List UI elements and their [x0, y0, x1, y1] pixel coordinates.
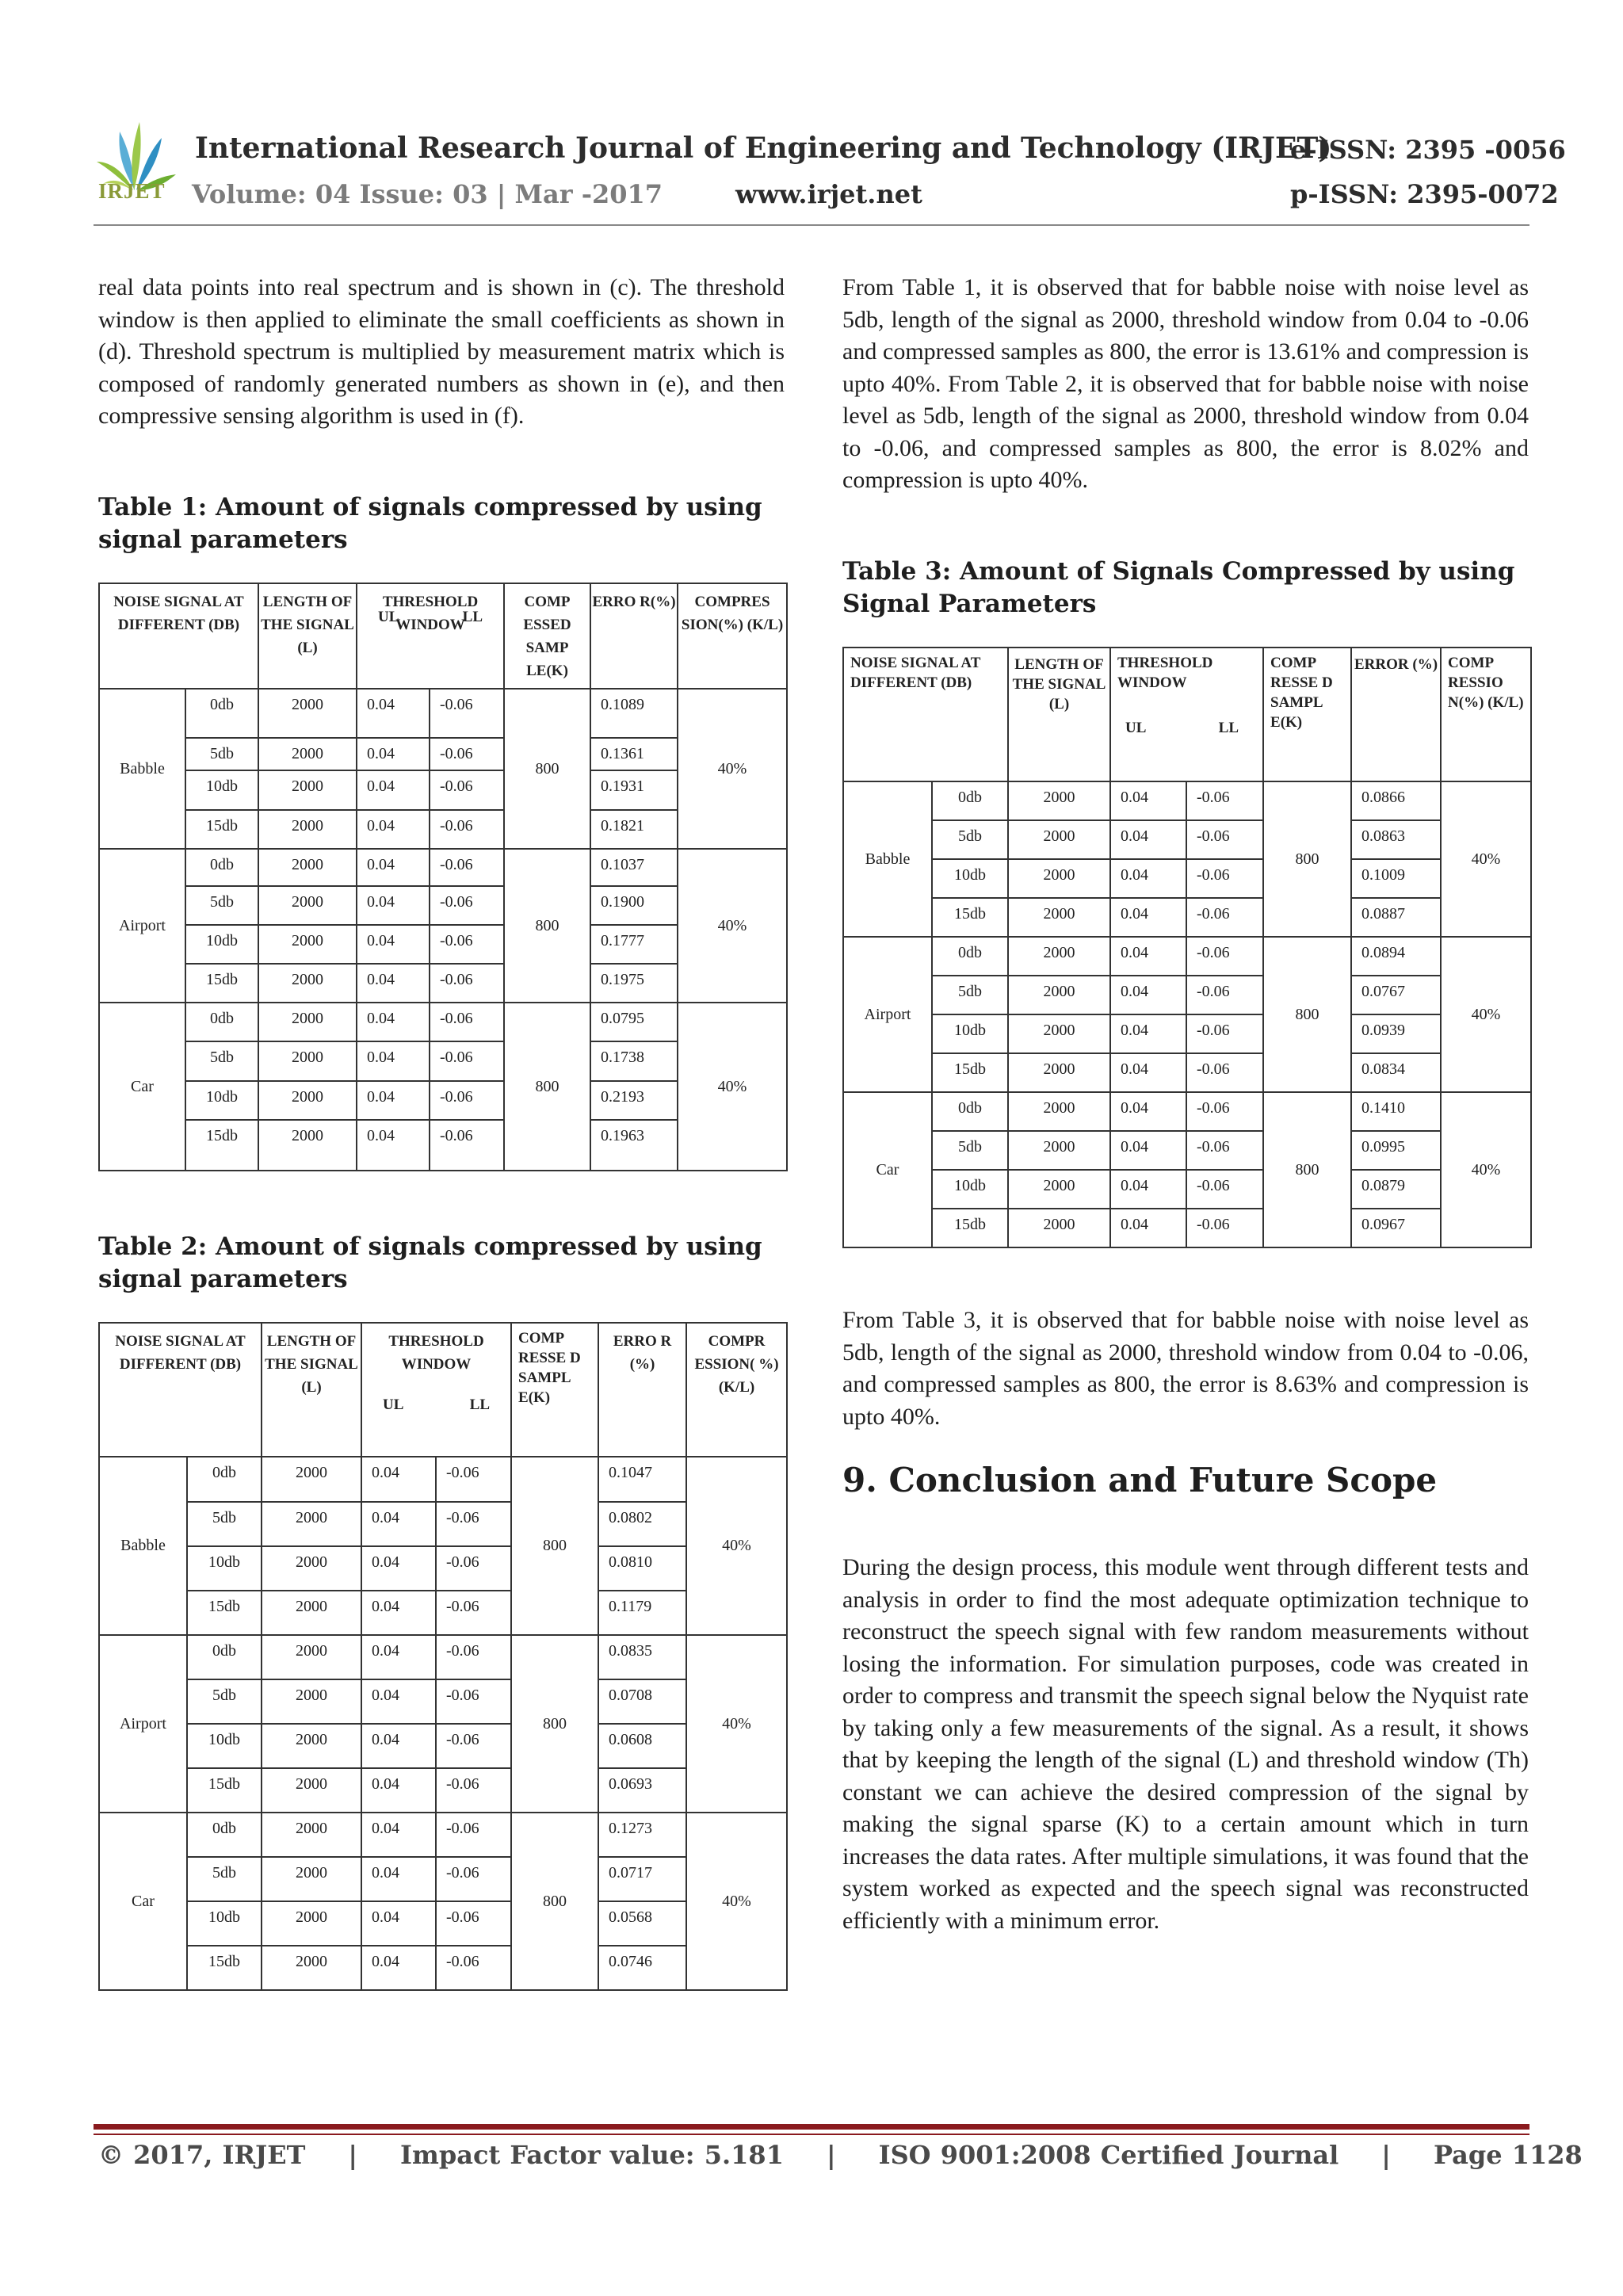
cell: -0.06: [430, 886, 504, 925]
journal-title: International Research Journal of Engineering and Technology (IRJET): [195, 132, 1332, 165]
table-row: [843, 1131, 1531, 1170]
cell: 5db: [932, 820, 1008, 859]
cell: 0.0834: [1351, 1053, 1441, 1092]
header-threshold: THRESHOLD WINDOW UL LL: [1110, 648, 1263, 781]
cell: -0.06: [436, 1679, 511, 1724]
cell: -0.06: [1186, 820, 1263, 859]
logo-text: IRJET: [98, 179, 166, 203]
cell: 0.1931: [590, 770, 678, 810]
table-row: [99, 1724, 787, 1768]
table-row: [99, 1635, 787, 1679]
header-compressed: COMP RESSE D SAMPL E(K): [511, 1323, 598, 1457]
cell: 0.0767: [1351, 976, 1441, 1014]
cell: 0.1900: [590, 886, 678, 925]
cell: 0.04: [1110, 937, 1186, 976]
header-length: LENGTH OF THE SIGNAL (L): [258, 583, 357, 689]
cell: 2000: [1008, 859, 1110, 898]
table-row: [99, 1857, 787, 1901]
compression-percent: 40%: [678, 689, 787, 849]
compression-percent: 40%: [686, 1457, 787, 1635]
header-compression: COMP RESSIO N(%) (K/L): [1441, 648, 1531, 781]
table-row: [843, 781, 1531, 820]
cell: 15db: [185, 810, 258, 849]
noise-type: Airport: [99, 849, 185, 1003]
cell: 0db: [187, 1457, 262, 1502]
cell: 0.1738: [590, 1041, 678, 1081]
cell: 0.04: [1110, 859, 1186, 898]
header-error: ERRO R(%): [590, 583, 678, 689]
compressed-samples: 800: [504, 1003, 590, 1171]
cell: -0.06: [430, 770, 504, 810]
cell: 15db: [187, 1591, 262, 1635]
header-ll: LL: [1218, 720, 1239, 736]
compressed-samples: 800: [511, 1635, 598, 1813]
table-header-row: [99, 583, 787, 689]
header-compression: COMPRES SION(%) (K/L): [678, 583, 787, 689]
header-length: LENGTH OF THE SIGNAL (L): [262, 1323, 361, 1457]
cell: 0.04: [1110, 820, 1186, 859]
compression-percent: 40%: [1441, 937, 1531, 1092]
noise-type: Car: [99, 1813, 187, 1990]
footer-copyright: © 2017, IRJET: [98, 2140, 306, 2170]
compression-percent: 40%: [678, 849, 787, 1003]
cell: 2000: [1008, 1170, 1110, 1209]
cell: 2000: [262, 1813, 361, 1857]
cell: 0.1361: [590, 738, 678, 770]
cell: -0.06: [1186, 781, 1263, 820]
cell: 10db: [932, 859, 1008, 898]
cell: 0.0802: [598, 1502, 686, 1546]
cell: 0.04: [1110, 1053, 1186, 1092]
table-row: [99, 1003, 787, 1041]
cell: 10db: [185, 925, 258, 964]
table-row: [99, 1502, 787, 1546]
table-row: [843, 1170, 1531, 1209]
cell: 0.1037: [590, 849, 678, 886]
cell: 15db: [185, 964, 258, 1003]
compressed-samples: 800: [1263, 1092, 1351, 1247]
cell: 0.04: [357, 689, 430, 738]
header-divider: [94, 224, 1529, 226]
cell: -0.06: [436, 1724, 511, 1768]
cell: 5db: [185, 1041, 258, 1081]
cell: 2000: [1008, 898, 1110, 937]
table-row: [99, 1813, 787, 1857]
table-2: [98, 1322, 788, 1991]
cell: -0.06: [430, 1081, 504, 1120]
cell: 0db: [932, 1092, 1008, 1131]
cell: 0.04: [357, 1041, 430, 1081]
cell: 0.0608: [598, 1724, 686, 1768]
header-ul: UL: [378, 609, 399, 625]
cell: -0.06: [1186, 937, 1263, 976]
cell: -0.06: [1186, 898, 1263, 937]
cell: 0.04: [1110, 781, 1186, 820]
cell: 0.04: [1110, 1209, 1186, 1247]
conclusion-paragraph: During the design process, this module went through different tests and analysis in order to find the most adequate optimization technique to reconstruct the speech signal with few random measurements without losing the information. For simulation purposes, code was created in order to compress and transmit the speech signal below the Nyquist rate by taking only a few measurements of the signal. As a result, it shows that by keeping the length of the signal (L) and threshold window (Th) constant we can achieve the desired compression of the signal by making the signal sparse (K) to a certain amount which in turn increases the data rates. After multiple simulations, it was found that the system worked as expected and the speech signal was reconstructed efficiently with a minimum error.: [842, 1554, 1529, 1934]
header-ll: LL: [462, 609, 483, 625]
cell: 0.04: [357, 1081, 430, 1120]
noise-type: Babble: [99, 1457, 187, 1635]
cell: 0.0863: [1351, 820, 1441, 859]
cell: -0.06: [436, 1946, 511, 1990]
header-compressed: COMP RESSE D SAMPL E(K): [1263, 648, 1351, 781]
cell: 0.0887: [1351, 898, 1441, 937]
cell: 0.04: [357, 886, 430, 925]
cell: 0.0746: [598, 1946, 686, 1990]
cell: -0.06: [1186, 1209, 1263, 1247]
cell: -0.06: [436, 1857, 511, 1901]
table-row: [843, 937, 1531, 976]
header-noise: NOISE SIGNAL AT DIFFERENT (DB): [843, 648, 1008, 781]
table-row: [843, 1014, 1531, 1053]
noise-type: Babble: [843, 781, 932, 937]
cell: 0.1047: [598, 1457, 686, 1502]
header-ll: LL: [469, 1396, 491, 1413]
cell: 0.04: [1110, 1014, 1186, 1053]
header-noise: NOISE SIGNAL AT DIFFERENT (DB): [99, 1323, 262, 1457]
cell: 10db: [185, 770, 258, 810]
header-compressed: COMP ESSED SAMP LE(K): [504, 583, 590, 689]
cell: 0.1273: [598, 1813, 686, 1857]
cell: 2000: [258, 925, 357, 964]
cell: 15db: [932, 898, 1008, 937]
cell: -0.06: [430, 964, 504, 1003]
cell: -0.06: [1186, 1014, 1263, 1053]
cell: -0.06: [1186, 1131, 1263, 1170]
table-header-row: [843, 648, 1531, 781]
cell: 0.04: [361, 1546, 436, 1591]
compressed-samples: 800: [511, 1813, 598, 1990]
cell: 0.04: [357, 1003, 430, 1041]
cell: 0.04: [361, 1768, 436, 1813]
cell: 15db: [187, 1946, 262, 1990]
table-row: [843, 820, 1531, 859]
cell: 0.04: [1110, 898, 1186, 937]
compression-percent: 40%: [1441, 781, 1531, 937]
cell: 0.04: [357, 964, 430, 1003]
cell: 0.04: [361, 1857, 436, 1901]
cell: 0.04: [1110, 1131, 1186, 1170]
cell: 0.04: [361, 1679, 436, 1724]
cell: -0.06: [1186, 859, 1263, 898]
cell: -0.06: [436, 1635, 511, 1679]
cell: 0.1009: [1351, 859, 1441, 898]
compression-percent: 40%: [686, 1813, 787, 1990]
compressed-samples: 800: [1263, 781, 1351, 937]
table-row: [99, 1901, 787, 1946]
cell: -0.06: [436, 1768, 511, 1813]
noise-type: Car: [99, 1003, 185, 1171]
results-paragraph-2: From Table 3, it is observed that for babble noise with noise level as 5db, length of the signal as 2000, threshold window from 0.04 to -0.06, and compressed samples as 800, the error is 8.63% and compression is upto 40%.: [842, 1307, 1529, 1430]
cell: 2000: [1008, 1014, 1110, 1053]
cell: -0.06: [1186, 1092, 1263, 1131]
cell: 5db: [187, 1857, 262, 1901]
compressed-samples: 800: [1263, 937, 1351, 1092]
cell: -0.06: [436, 1502, 511, 1546]
cell: -0.06: [1186, 1170, 1263, 1209]
cell: 0.0568: [598, 1901, 686, 1946]
cell: 2000: [1008, 1053, 1110, 1092]
cell: 5db: [932, 1131, 1008, 1170]
cell: 2000: [262, 1901, 361, 1946]
cell: 2000: [262, 1768, 361, 1813]
table-row: [99, 1457, 787, 1502]
cell: 2000: [258, 738, 357, 770]
cell: 0.04: [361, 1591, 436, 1635]
table-row: [843, 859, 1531, 898]
table-1: [98, 583, 788, 1171]
cell: -0.06: [1186, 976, 1263, 1014]
cell: 0db: [187, 1635, 262, 1679]
compression-percent: 40%: [678, 1003, 787, 1171]
cell: 2000: [258, 1120, 357, 1171]
cell: 0.1410: [1351, 1092, 1441, 1131]
cell: 5db: [185, 738, 258, 770]
cell: 2000: [258, 689, 357, 738]
compressed-samples: 800: [511, 1457, 598, 1635]
cell: 0.0717: [598, 1857, 686, 1901]
cell: 0.04: [361, 1946, 436, 1990]
cell: 2000: [1008, 1209, 1110, 1247]
cell: 0.1179: [598, 1591, 686, 1635]
cell: 10db: [187, 1546, 262, 1591]
cell: -0.06: [430, 1120, 504, 1171]
header-length: LENGTH OF THE SIGNAL (L): [1008, 648, 1110, 781]
volume-issue: Volume: 04 Issue: 03 | Mar -2017: [192, 179, 663, 209]
cell: 0.0894: [1351, 937, 1441, 976]
cell: 2000: [1008, 976, 1110, 1014]
cell: 0db: [185, 1003, 258, 1041]
cell: 0.0939: [1351, 1014, 1441, 1053]
cell: -0.06: [430, 1003, 504, 1041]
cell: 0.04: [361, 1457, 436, 1502]
cell: 15db: [185, 1120, 258, 1171]
footer-impact-factor: Impact Factor value: 5.181: [400, 2140, 784, 2170]
noise-type: Babble: [99, 689, 185, 849]
cell: 0.04: [1110, 976, 1186, 1014]
cell: 2000: [262, 1457, 361, 1502]
cell: 0.0810: [598, 1546, 686, 1591]
cell: 0db: [932, 781, 1008, 820]
cell: 2000: [258, 886, 357, 925]
cell: -0.06: [430, 738, 504, 770]
header-compression: COMPR ESSION( %) (K/L): [686, 1323, 787, 1457]
noise-type: Airport: [99, 1635, 187, 1813]
cell: 0.0795: [590, 1003, 678, 1041]
cell: 2000: [1008, 1131, 1110, 1170]
cell: 2000: [1008, 1092, 1110, 1131]
cell: 10db: [185, 1081, 258, 1120]
table-row: [99, 1768, 787, 1813]
cell: 2000: [262, 1546, 361, 1591]
cell: 2000: [262, 1724, 361, 1768]
cell: 2000: [1008, 937, 1110, 976]
footer-rule-thin: [94, 2134, 1529, 2135]
header-noise: NOISE SIGNAL AT DIFFERENT (DB): [99, 583, 258, 689]
cell: -0.06: [436, 1901, 511, 1946]
cell: 0db: [932, 937, 1008, 976]
cell: 0.0866: [1351, 781, 1441, 820]
cell: -0.06: [1186, 1053, 1263, 1092]
cell: -0.06: [430, 925, 504, 964]
cell: 5db: [187, 1502, 262, 1546]
cell: 0db: [185, 689, 258, 738]
table-row: [843, 1092, 1531, 1131]
cell: -0.06: [430, 849, 504, 886]
cell: 5db: [185, 886, 258, 925]
cell: 0.1777: [590, 925, 678, 964]
cell: -0.06: [430, 689, 504, 738]
cell: 0db: [187, 1813, 262, 1857]
cell: 10db: [932, 1170, 1008, 1209]
footer-separator: |: [1381, 2140, 1391, 2170]
cell: 15db: [932, 1209, 1008, 1247]
cell: 2000: [258, 810, 357, 849]
cell: 0.04: [1110, 1170, 1186, 1209]
eissn: e-ISSN: 2395 -0056: [1290, 135, 1566, 165]
cell: 2000: [262, 1635, 361, 1679]
cell: 0.04: [361, 1724, 436, 1768]
cell: 2000: [258, 964, 357, 1003]
cell: 0.0967: [1351, 1209, 1441, 1247]
cell: 10db: [187, 1901, 262, 1946]
compressed-samples: 800: [504, 689, 590, 849]
header-ul: UL: [1125, 720, 1147, 736]
table-row: [843, 898, 1531, 937]
table-row: [99, 1591, 787, 1635]
footer: [98, 2140, 1583, 2170]
table-row: [843, 1053, 1531, 1092]
footer-separator: |: [348, 2140, 358, 2170]
cell: 0.04: [357, 810, 430, 849]
cell: 2000: [258, 770, 357, 810]
cell: 0.04: [361, 1813, 436, 1857]
header-threshold: THRESHOLD WINDOW UL LL: [361, 1323, 511, 1457]
cell: 0.04: [357, 738, 430, 770]
cell: 2000: [258, 849, 357, 886]
compression-percent: 40%: [1441, 1092, 1531, 1247]
cell: 2000: [258, 1041, 357, 1081]
cell: 2000: [262, 1679, 361, 1724]
cell: 10db: [187, 1724, 262, 1768]
table-row: [99, 1946, 787, 1990]
table-row: [843, 976, 1531, 1014]
compression-percent: 40%: [686, 1635, 787, 1813]
pissn: p-ISSN: 2395-0072: [1290, 179, 1559, 209]
noise-type: Airport: [843, 937, 932, 1092]
table2-caption: Table 2: Amount of signals compressed by using signal parameters: [98, 1232, 762, 1293]
cell: 0.0693: [598, 1768, 686, 1813]
table-row: [99, 1546, 787, 1591]
table-3: [842, 647, 1532, 1248]
footer-rule: [94, 2124, 1529, 2130]
intro-paragraph: real data points into real spectrum and is shown in (c). The threshold window is then applied to eliminate the small coefficients as shown in (d). Threshold spectrum is multiplied by measurement matrix which is composed of randomly generated numbers as shown in (e), and then compressive sensing algorithm is used in (f).: [98, 274, 785, 429]
cell: 0.1089: [590, 689, 678, 738]
cell: -0.06: [430, 1041, 504, 1081]
table-row: [99, 689, 787, 738]
cell: 2000: [262, 1502, 361, 1546]
cell: 2000: [258, 1003, 357, 1041]
header-error: ERROR (%): [1351, 648, 1441, 781]
table-header-row: [99, 1323, 787, 1457]
cell: -0.06: [436, 1457, 511, 1502]
cell: -0.06: [430, 810, 504, 849]
cell: 0.04: [361, 1635, 436, 1679]
cell: 5db: [187, 1679, 262, 1724]
cell: 0.0835: [598, 1635, 686, 1679]
cell: 15db: [932, 1053, 1008, 1092]
table-row: [99, 1679, 787, 1724]
cell: 2000: [262, 1591, 361, 1635]
cell: 5db: [932, 976, 1008, 1014]
table-row: [99, 849, 787, 886]
table3-caption: Table 3: Amount of Signals Compressed by using Signal Parameters: [842, 557, 1515, 618]
cell: 0.04: [357, 849, 430, 886]
cell: -0.06: [436, 1813, 511, 1857]
header-ul: UL: [383, 1396, 404, 1413]
cell: 0.0995: [1351, 1131, 1441, 1170]
cell: 2000: [1008, 820, 1110, 859]
cell: -0.06: [436, 1546, 511, 1591]
noise-type: Car: [843, 1092, 932, 1247]
cell: -0.06: [436, 1591, 511, 1635]
cell: 15db: [187, 1768, 262, 1813]
cell: 0.1963: [590, 1120, 678, 1171]
cell: 2000: [262, 1857, 361, 1901]
cell: 0.04: [357, 925, 430, 964]
header-error: ERRO R (%): [598, 1323, 686, 1457]
cell: 0db: [185, 849, 258, 886]
footer-separator: |: [826, 2140, 836, 2170]
table1-caption: Table 1: Amount of signals compressed by using signal parameters: [98, 493, 762, 554]
footer-page-number: Page 1128: [1433, 2140, 1583, 2170]
cell: 0.2193: [590, 1081, 678, 1120]
cell: 0.04: [357, 1120, 430, 1171]
cell: 0.04: [1110, 1092, 1186, 1131]
cell: 2000: [1008, 781, 1110, 820]
cell: 0.1975: [590, 964, 678, 1003]
table-row: [843, 1209, 1531, 1247]
footer-iso: ISO 9001:2008 Certified Journal: [878, 2140, 1339, 2170]
results-paragraph-1: From Table 1, it is observed that for babble noise with noise level as 5db, length of the signal as 2000, threshold window from 0.04 to -0.06 and compressed samples as 800, the error is 13.61% and compression is upto 40%. From Table 2, it is observed that for babble noise with noise level as 5db, length of the signal as 2000, threshold window from 0.04 to -0.06, and compressed samples as 800, the error is 8.02% and compression is upto 40%.: [842, 274, 1529, 493]
cell: 10db: [932, 1014, 1008, 1053]
cell: 0.04: [357, 770, 430, 810]
cell: 0.0708: [598, 1679, 686, 1724]
section-heading: 9. Conclusion and Future Scope: [842, 1461, 1438, 1499]
cell: 0.04: [361, 1502, 436, 1546]
cell: 0.1821: [590, 810, 678, 849]
cell: 2000: [262, 1946, 361, 1990]
website-link[interactable]: www.irjet.net: [735, 179, 922, 209]
cell: 0.04: [361, 1901, 436, 1946]
cell: 2000: [258, 1081, 357, 1120]
header-threshold: THRESHOLD WINDOW UL LL: [357, 583, 504, 689]
cell: 0.0879: [1351, 1170, 1441, 1209]
compressed-samples: 800: [504, 849, 590, 1003]
